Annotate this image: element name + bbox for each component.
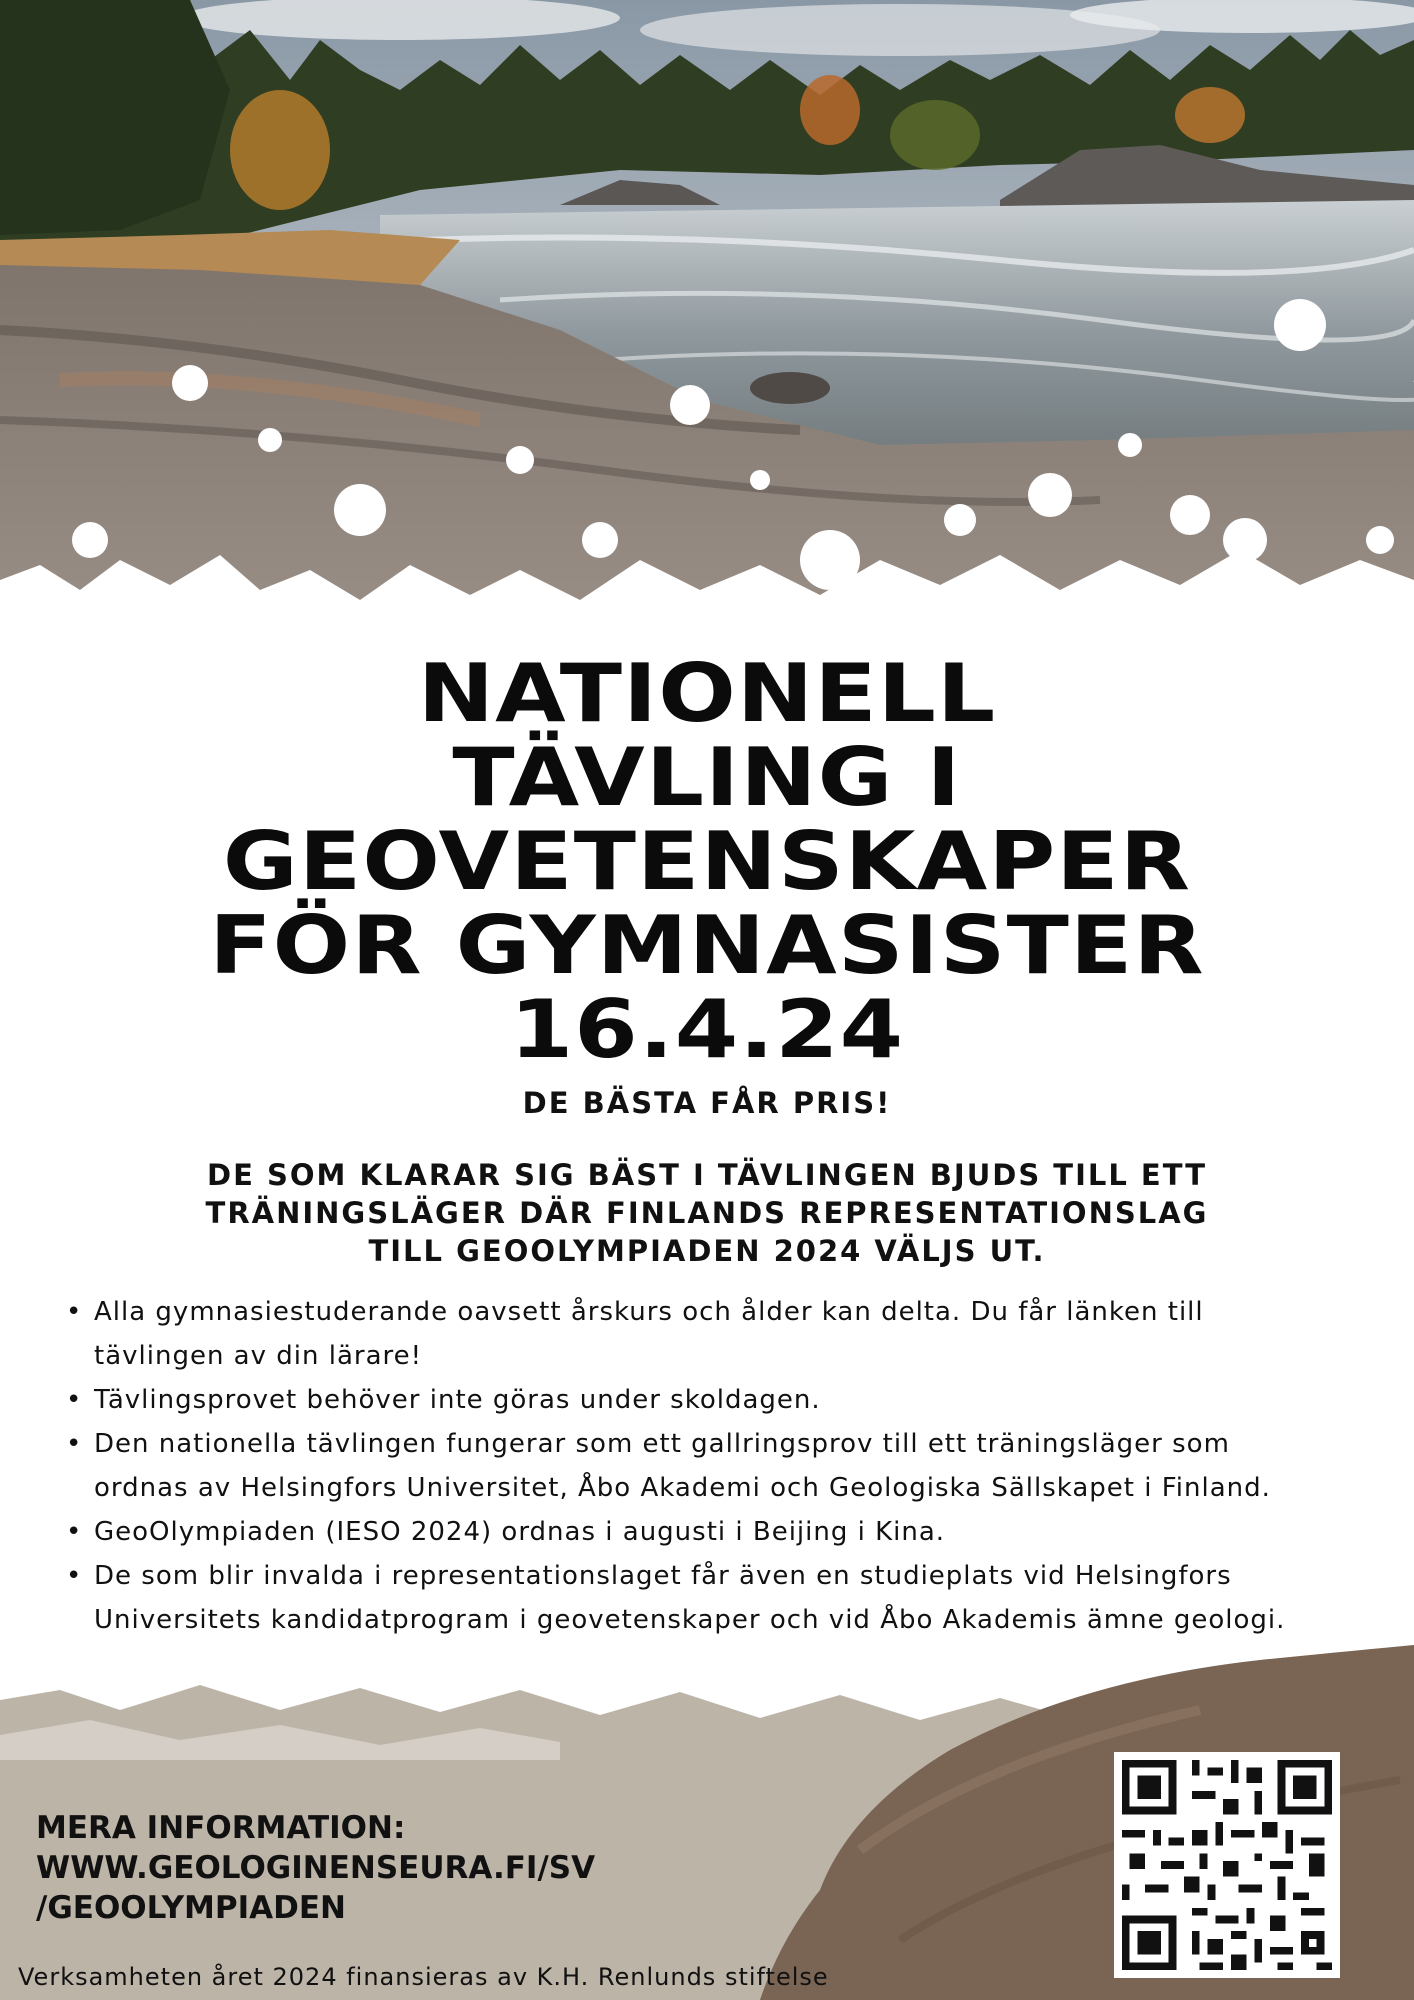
list-item — [66, 1378, 1414, 1422]
event-date: 16.4.24 — [509, 983, 905, 1076]
poster-title — [0, 647, 1414, 1076]
bullet-line: • GeoOlympiaden (IESO 2024) ordnas i augusti i Beijing i Kina. — [94, 1517, 946, 1547]
intro-line: DE SOM KLARAR SIG BÄST I TÄVLINGEN BJUDS TILL ETT — [207, 1158, 1207, 1192]
website-url-line: WWW.GEOLOGINENSEURA.FI/SV — [36, 1850, 596, 1886]
list-item — [66, 1554, 1414, 1642]
list-item — [66, 1510, 1414, 1554]
intro-text — [120, 1156, 1294, 1270]
funding-note: Verksamheten året 2024 finansieras av K.H. Renlunds stiftelse — [18, 1963, 829, 1991]
info-bullet-list — [38, 1290, 1414, 1642]
hero-landscape-image — [0, 0, 1414, 660]
subtitle: DE BÄSTA FÅR PRIS! — [522, 1086, 892, 1120]
bullet-line: • Tävlingsprovet behöver inte göras under skoldagen. — [94, 1385, 821, 1415]
bullet-line: tävlingen av din lärare! — [94, 1341, 423, 1371]
list-item — [66, 1422, 1414, 1510]
bullet-line: ordnas av Helsingfors Universitet, Åbo Akademi och Geologiska Sällskapet i Finland. — [94, 1473, 1271, 1503]
bullet-line: • Alla gymnasiestuderande oavsett årskurs och ålder kan delta. Du får länken till — [94, 1297, 1204, 1327]
list-item — [66, 1290, 1414, 1378]
intro-line: TRÄNINGSLÄGER DÄR FINLANDS REPRESENTATIONSLAG — [205, 1196, 1209, 1230]
bullet-line: • Den nationella tävlingen fungerar som ett gallringsprov till ett träningsläger som — [94, 1429, 1230, 1459]
title-line: GEOVETENSKAPER — [222, 815, 1192, 908]
bullet-line: • De som blir invalda i representationslaget får även en studieplats vid Helsingfors — [94, 1561, 1232, 1591]
qr-code-icon[interactable] — [1114, 1752, 1340, 1978]
website-link[interactable] — [36, 1848, 595, 1928]
title-line: FÖR GYMNASISTER — [209, 899, 1205, 992]
more-information — [36, 1808, 595, 1928]
bullet-line: Universitets kandidatprogram i geovetenskaper och vid Åbo Akademis ämne geologi. — [94, 1605, 1286, 1635]
more-info-label: MERA INFORMATION: — [36, 1810, 406, 1846]
title-line: NATIONELL — [417, 647, 997, 740]
title-line: TÄVLING I — [452, 731, 962, 824]
intro-line: TILL GEOOLYMPIADEN 2024 VÄLJS UT. — [368, 1234, 1046, 1268]
website-url-line: /GEOOLYMPIADEN — [36, 1890, 346, 1926]
